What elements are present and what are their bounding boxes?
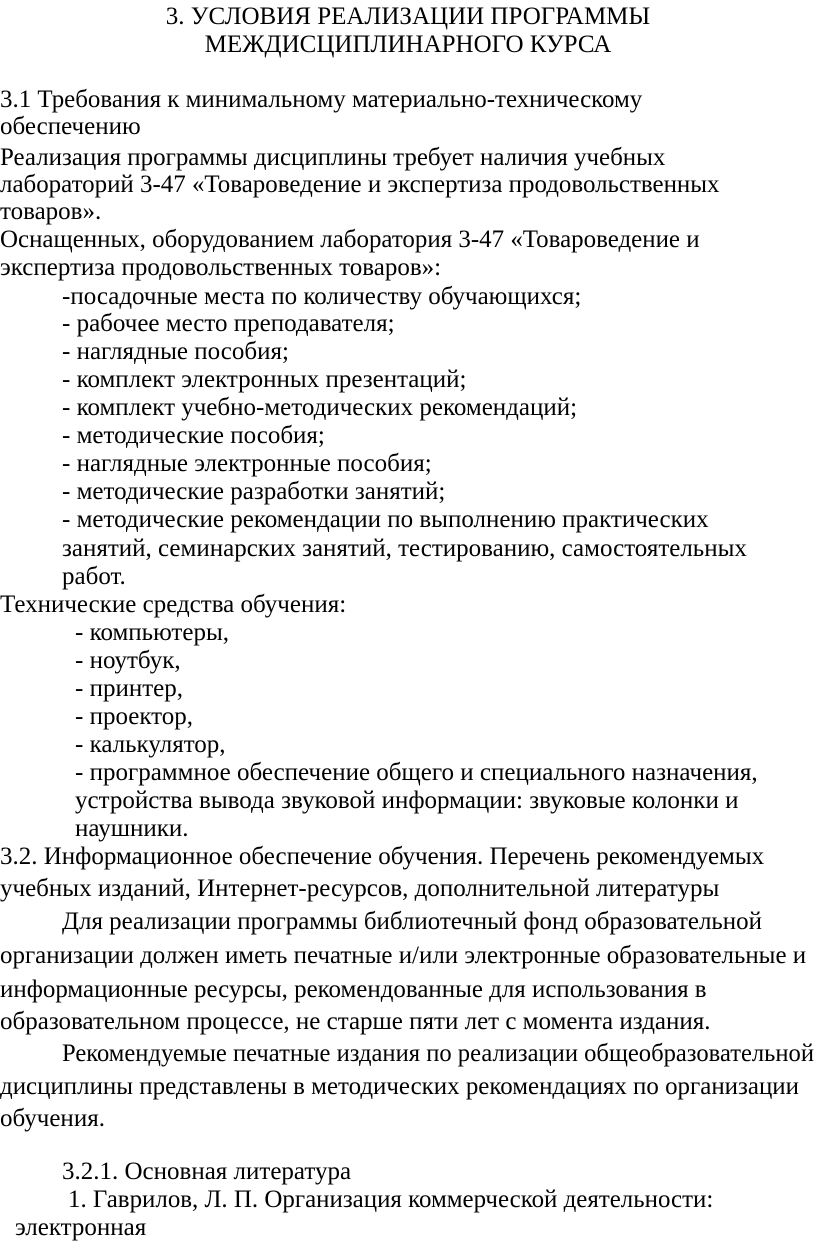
paragraph-line: информационные ресурсы, рекомендованные для использования в [0,976,707,1003]
reference-item: 1. Гаврилов, Л. П. Организация коммерческой деятельности: [68,1186,714,1213]
reference-item: электронная [15,1214,147,1241]
list-item: устройства вывода звуковой информации: звуковые колонки и [75,787,739,814]
list-item: - рабочее место преподавателя; [62,310,395,337]
paragraph-line: Рекомендуемые печатные издания по реализации общеобразовательной [62,1040,814,1067]
section-heading: 3.1 Требования к минимальному материально-техническому [0,86,643,113]
list-item: - методические пособия; [62,422,325,449]
paragraph-line: дисциплины представлены в методических рекомендациях по организации [0,1073,799,1100]
paragraph-line: Для реализации программы библиотечный фонд образовательной [62,908,762,935]
list-item: - наглядные пособия; [62,338,289,365]
list-item: - комплект учебно-методических рекомендаций; [62,394,578,421]
subheading: Технические средства обучения: [0,591,347,618]
paragraph-line: экспертиза продовольственных товаров»: [0,254,442,281]
page-title: 3. УСЛОВИЯ РЕАЛИЗАЦИИ ПРОГРАММЫ [165,3,651,30]
paragraph-line: образовательном процессе, не старше пяти лет с момента издания. [0,1008,711,1035]
list-item: - компьютеры, [75,619,229,646]
list-item: - методические рекомендации по выполнению практических [62,506,709,533]
list-item: - методические разработки занятий; [62,478,446,505]
list-item: - наглядные электронные пособия; [62,450,432,477]
section-heading: учебных изданий, Интернет-ресурсов, дополнительной литературы [0,875,720,902]
paragraph-line: организации должен иметь печатные и/или электронные образовательные и [0,942,807,969]
list-item: работ. [62,563,126,590]
subheading: 3.2.1. Основная литература [62,1158,352,1185]
section-heading: 3.2. Информационное обеспечение обучения. Перечень рекомендуемых [0,843,765,870]
paragraph-line: Реализация программы дисциплины требует наличия учебных [0,144,666,171]
list-item: - принтер, [75,675,183,702]
list-item: - проектор, [75,703,194,730]
paragraph-line: товаров». [0,198,102,225]
list-item: - калькулятор, [75,731,226,758]
list-item: - ноутбук, [75,647,181,674]
paragraph-line: Оснащенных, оборудованием лаборатория 3-47 «Товароведение и [0,226,700,253]
list-item: -посадочные места по количеству обучающихся; [62,283,582,310]
paragraph-line: обучения. [0,1105,105,1132]
page-title: МЕЖДИСЦИПЛИНАРНОГО КУРСА [204,31,612,58]
paragraph-line: лабораторий 3-47 «Товароведение и экспертиза продовольственных [0,171,720,198]
list-item: - комплект электронных презентаций; [62,366,467,393]
list-item: наушники. [75,815,189,842]
section-heading: обеспечению [0,113,141,140]
list-item: занятий, семинарских занятий, тестированию, самостоятельных [62,535,747,562]
list-item: - программное обеспечение общего и специального назначения, [75,759,758,786]
